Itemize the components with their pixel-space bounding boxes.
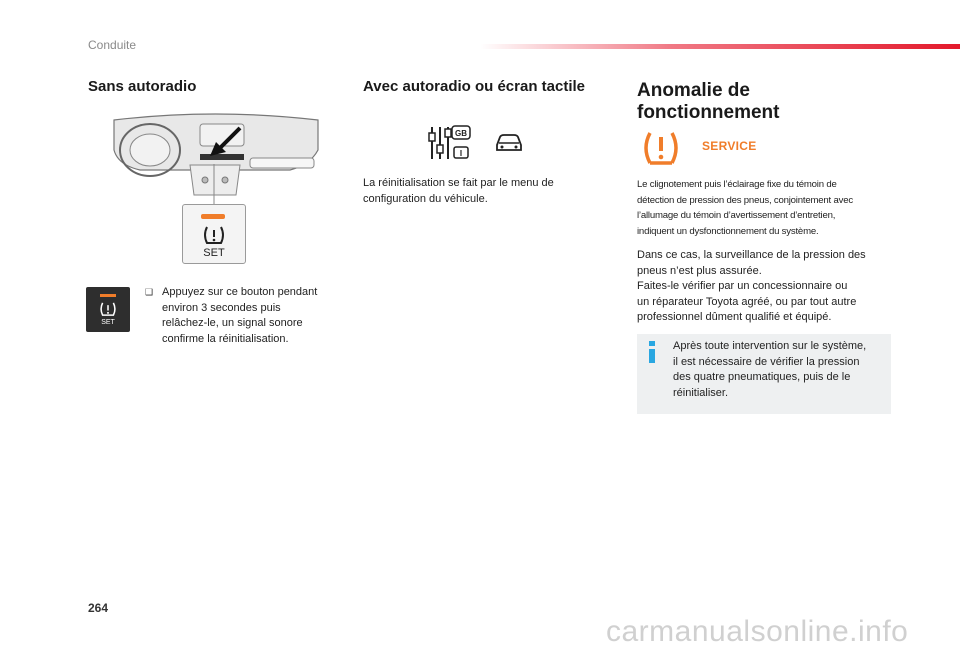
info-badge-text: I — [459, 149, 463, 158]
heading-anomalie — [637, 80, 780, 124]
text-line: Le clignotement puis l’éclairage fixe du témoin de — [637, 179, 837, 190]
text-line: réinitialiser. — [673, 386, 729, 399]
heading-avec-autoradio: Avec autoradio ou écran tactile — [363, 78, 586, 95]
text-line: Faites-le vérifier par un concessionnaire ou — [637, 280, 848, 292]
bullet-icon: ❑ — [145, 287, 154, 297]
orange-indicator-led — [100, 294, 116, 297]
heading-line: fonctionnement — [637, 102, 780, 123]
tpms-set-button-illustration — [182, 204, 246, 264]
heading-sans-autoradio: Sans autoradio — [88, 78, 197, 95]
text-line: relâchez-le, un signal sonore — [162, 317, 303, 329]
dashboard-illustration — [110, 110, 322, 205]
reset-menu-text — [363, 176, 593, 207]
orange-indicator-led — [201, 214, 225, 219]
text-line: détection de pression des pneus, conjointement avec — [637, 194, 853, 206]
text-line: La réinitialisation se fait par le menu de — [363, 177, 554, 189]
text-line: des quatre pneumatiques, puis de le — [673, 371, 851, 383]
info-note-box — [637, 334, 891, 414]
header-accent-bar — [480, 44, 960, 49]
settings-sliders-icon — [428, 125, 472, 161]
text-line: il est nécessaire de vérifier la pression — [673, 355, 860, 368]
heading-line: Anomalie de — [637, 80, 750, 101]
text-line: environ 3 secondes puis — [162, 301, 281, 314]
tire-pressure-warning-icon — [641, 130, 681, 166]
info-icon — [647, 341, 657, 363]
language-badge-text: GB — [455, 129, 467, 138]
text-line: l’allumage du témoin d’avertissement d’entretien, — [637, 210, 836, 221]
text-line: pneus n’est plus assurée. — [637, 264, 762, 277]
page-number: 264 — [88, 601, 109, 615]
car-icon — [494, 133, 524, 153]
malfunction-description — [637, 177, 897, 239]
set-button-thumbnail — [86, 287, 130, 332]
set-thumbnail-label: SET — [101, 319, 115, 326]
text-line: Dans ce cas, la surveillance de la pression des — [637, 249, 866, 261]
tire-pressure-warning-icon — [201, 225, 227, 245]
info-note-text — [673, 339, 887, 401]
malfunction-instructions — [637, 248, 897, 326]
tire-pressure-warning-icon — [98, 301, 118, 317]
header-section-label: Conduite — [88, 38, 137, 52]
service-warning-label: SERVICE — [702, 139, 757, 153]
set-button-label: SET — [203, 247, 225, 259]
watermark-text: carmanualsonline.info — [606, 615, 909, 648]
text-line: un réparateur Toyota agréé, ou par tout autre — [637, 295, 857, 308]
text-line: configuration du véhicule. — [363, 192, 488, 205]
text-line: professionnel dûment qualifié et équipé. — [637, 311, 832, 323]
text-line: indiquent un dysfonctionnement du système. — [637, 225, 819, 237]
text-line: Après toute intervention sur le système, — [673, 340, 867, 352]
instruction-text — [162, 285, 342, 347]
text-line: confirme la réinitialisation. — [162, 332, 289, 345]
text-line: Appuyez sur ce bouton pendant — [162, 286, 318, 298]
